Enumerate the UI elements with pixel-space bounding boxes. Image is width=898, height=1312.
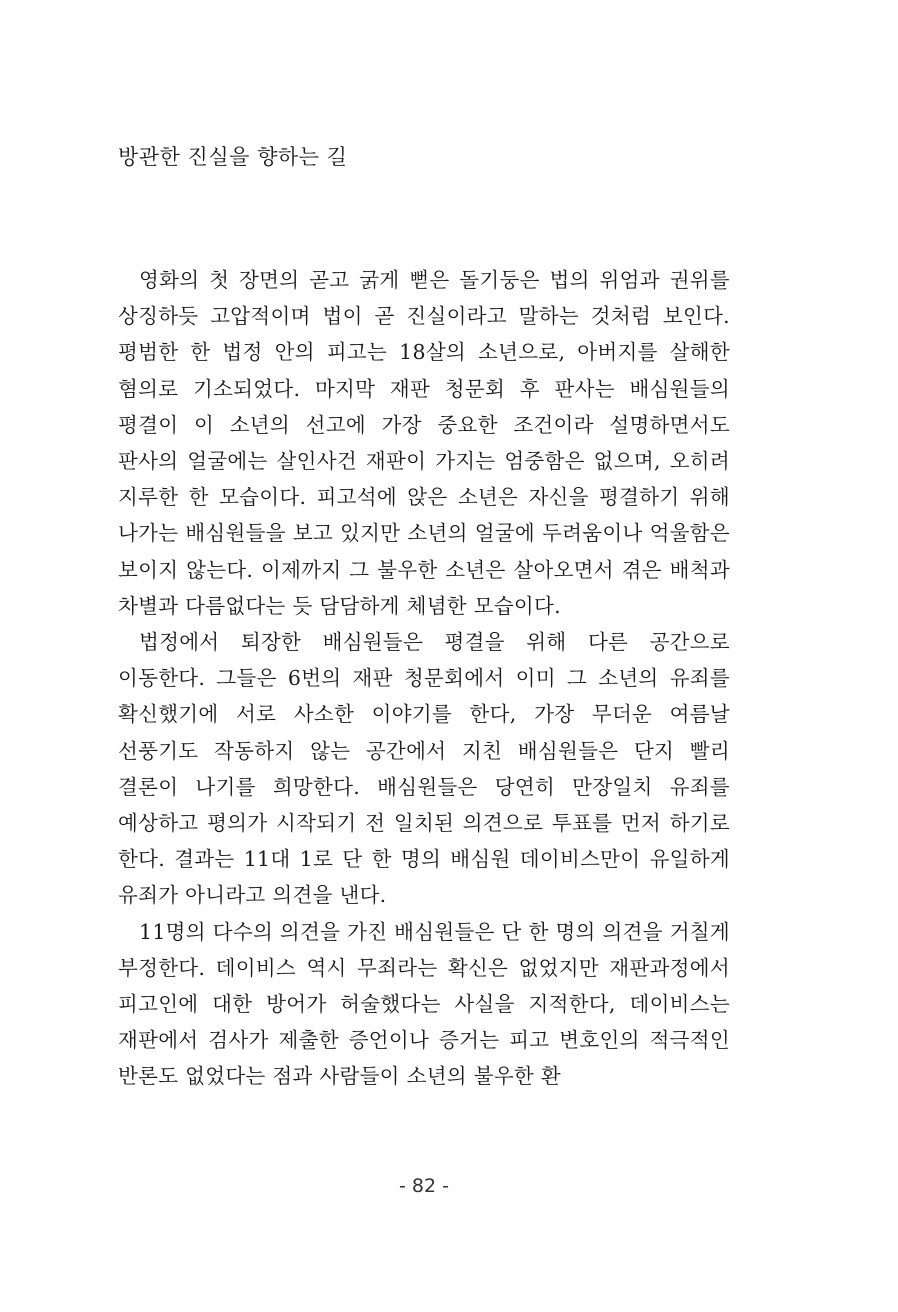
section-title: 방관한 진실을 향하는 길 [118,145,348,169]
paragraph-1: 영화의 첫 장면의 곧고 굵게 뻗은 돌기둥은 법의 위엄과 권위를 상징하듯 고압적이며 법이 곧 진실이라고 말하는 것처럼 보인다. 평범한 한 법정 안의 피고는 18살의 소년으로, 아버지를 살해한 혐의로 기소되었다. 마지막 재판 청문회 후 판사는 배심원들의 평결이 이 소년의 선고에 가장 중요한 조건이라 설명하면서도 판사의 얼굴에는 살인사건 재판이 가지는 엄중함은 없으며, 오히려 지루한 한 모습이다. 피고석에 앉은 소년은 자신을 평결하기 위해 나가는 배심원들을 보고 있지만 소년의 얼굴에 두려움이나 억울함은 보이지 않는다. 이제까지 그 불우한 소년은 살아오면서 겪은 배척과 차별과 다름없다는 듯 담담하게 체념한 모습이다. [118,268,730,618]
body-text [118,262,730,1095]
paragraph-3: 11명의 다수의 의견을 가진 배심원들은 단 한 명의 의견을 거칠게 부정한다. 데이비스 역시 무죄라는 확신은 없었지만 재판과정에서 피고인에 대한 방어가 허술했다는 사실을 지적한다, 데이비스는 재판에서 검사가 제출한 증언이나 증거는 피고 변호인의 적극적인 반론도 없었다는 점과 사람들이 소년의 불우한 환 [118,919,730,1089]
paragraph-2: 법정에서 퇴장한 배심원들은 평결을 위해 다른 공간으로 이동한다. 그들은 6번의 재판 청문회에서 이미 그 소년의 유죄를 확신했기에 서로 사소한 이야기를 한다, 가장 무더운 여름날 선풍기도 작동하지 않는 공간에서 지친 배심원들은 단지 빨리 결론이 나기를 희망한다. 배심원들은 당연히 만장일치 유죄를 예상하고 평의가 시작되기 전 일치된 의견으로 투표를 먼저 하기로 한다. 결과는 11대 1로 단 한 명의 배심원 데이비스만이 유일하게 유죄가 아니라고 의견을 낸다. [118,630,730,908]
page-number: - 82 - [399,1175,449,1197]
